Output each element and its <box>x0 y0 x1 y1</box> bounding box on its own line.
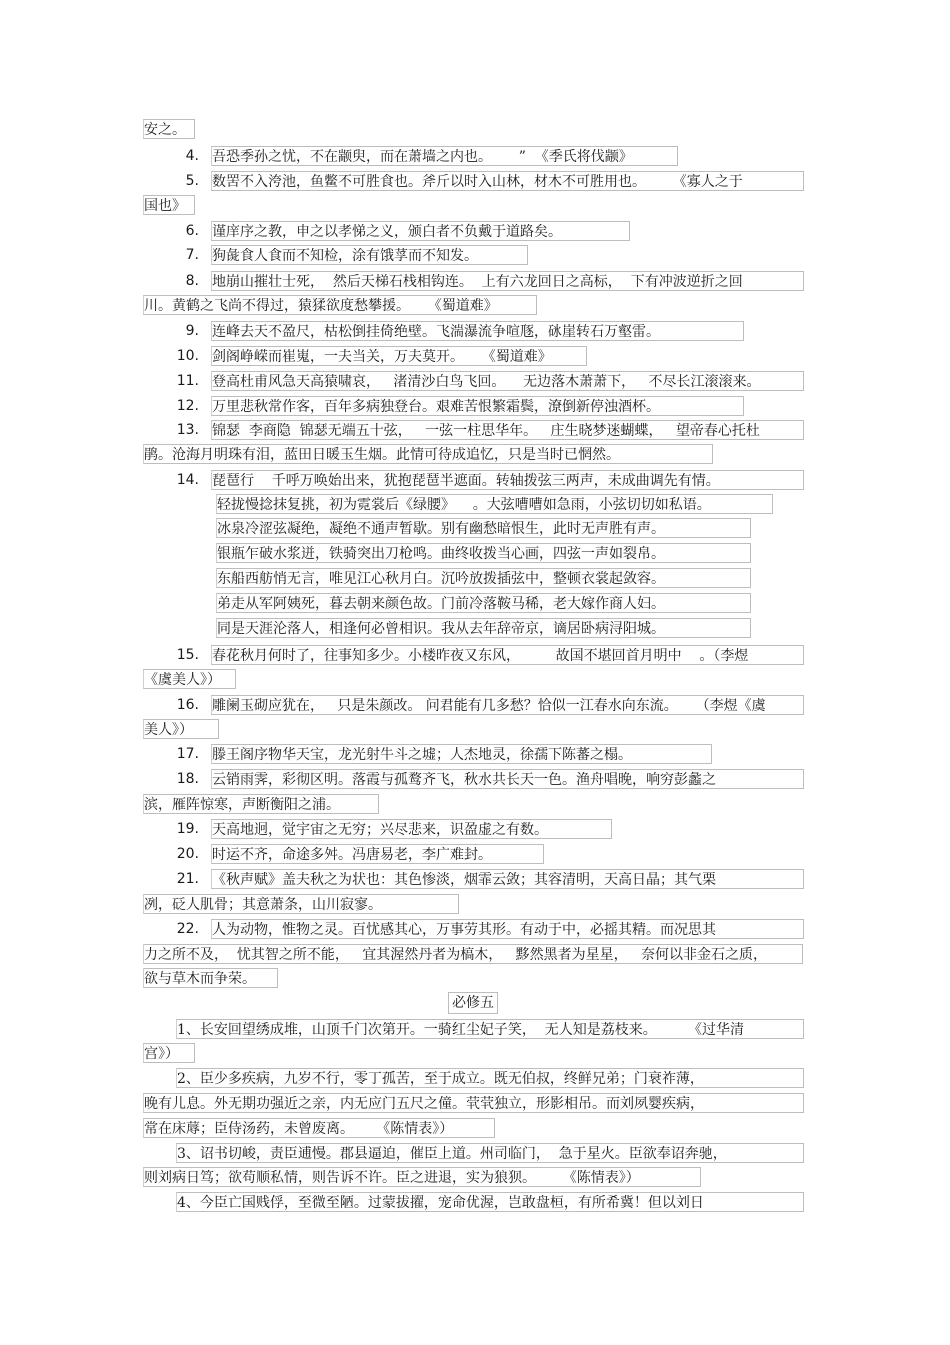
line-number: 15. <box>176 647 199 663</box>
text-line: 冽，砭人肌骨；其意萧条，山川寂寥。 <box>143 894 459 914</box>
text-line: 4、今臣亡国贱俘，至微至陋。过蒙拔擢，宠命优渥，岂敢盘桓，有所希冀！但以刘日 <box>176 1192 804 1212</box>
line-number: 12. <box>176 398 199 414</box>
text-line: 同是天涯沦落人，相逢何必曾相识。我从去年辞帝京，谪居卧病浔阳城。 <box>216 618 751 638</box>
text-line: 登高杜甫风急天高猿啸哀， 渚清沙白鸟飞回。 无边落木萧萧下， 不尽长江滚滚来。 <box>211 371 804 391</box>
text-line: 欲与草木而争荣。 <box>143 968 278 988</box>
text-line: 春花秋月何时了，往事知多少。小楼昨夜又东风， 故国不堪回首月明中 。（李煜 <box>211 645 804 665</box>
line-number: 5. <box>185 173 199 189</box>
line-number: 16. <box>176 697 199 713</box>
text-line: 吾恐季孙之忧，不在颛臾，而在萧墙之内也。 ” 《季氏将伐颛》 <box>211 146 678 166</box>
text-line: 东船西舫悄无言，唯见江心秋月白。沉吟放拨插弦中，整顿衣裳起敛容。 <box>216 568 751 588</box>
text-line: 晚有儿息。外无期功强近之亲，内无应门五尺之僮。茕茕独立，形影相吊。而刘夙婴疾病， <box>143 1093 804 1113</box>
text-line: 数罟不入洿池，鱼鳖不可胜食也。斧斤以时入山林，材木不可胜用也。 《寡人之于 <box>211 171 804 191</box>
text-line: 川。黄鹤之飞尚不得过，猿猱欲度愁攀援。 《蜀道难》 <box>143 295 537 315</box>
text-line: 狗彘食人食而不知检，涂有饿莩而不知发。 <box>211 245 528 265</box>
line-number: 7. <box>185 247 199 263</box>
text-line: 《虞美人》） <box>143 669 236 689</box>
text-line: 则刘病日笃；欲苟顺私情，则告诉不许。臣之进退，实为狼狈。 《陈情表》） <box>143 1167 701 1187</box>
text-line: 滕王阁序物华天宝，龙光射牛斗之墟；人杰地灵，徐孺下陈蕃之榻。 <box>211 744 712 764</box>
line-number: 8. <box>185 273 199 289</box>
line-number: 10. <box>176 348 199 364</box>
text-line: 云销雨霁，彩彻区明。落霞与孤鹜齐飞，秋水共长天一色。渔舟唱晚，响穷彭蠡之 <box>211 769 804 789</box>
line-number: 4. <box>185 148 199 164</box>
line-number: 9. <box>185 323 199 339</box>
line-number: 21. <box>176 871 199 887</box>
text-line: 天高地迥，觉宇宙之无穷；兴尽悲来，识盈虚之有数。 <box>211 819 612 839</box>
text-line: 万里悲秋常作客，百年多病独登台。艰难苦恨繁霜鬓，潦倒新停浊酒杯。 <box>211 396 744 416</box>
line-number: 17. <box>176 746 199 762</box>
text-line: 3、诏书切峻，责臣逋慢。郡县逼迫，催臣上道。州司临门， 急于星火。臣欲奉诏奔驰， <box>176 1143 804 1163</box>
text-line: 2、臣少多疾病，九岁不行，零丁孤苦，至于成立。既无伯叔，终鲜兄弟；门衰祚薄， <box>176 1068 804 1088</box>
section-heading: 必修五 <box>448 992 498 1014</box>
text-line: 《秋声赋》盖夫秋之为状也：其色惨淡，烟霏云敛；其容清明，天高日晶；其气栗 <box>211 869 804 889</box>
text-line: 时运不齐，命途多舛。冯唐易老，李广难封。 <box>211 844 544 864</box>
text-line: 1、长安回望绣成堆，山顶千门次第开。一骑红尘妃子笑， 无人知是荔枝来。 《过华清 <box>176 1019 804 1039</box>
text-line: 常在床蓐；臣侍汤药，未曾废离。 《陈情表》） <box>143 1118 495 1138</box>
text-line: 弟走从军阿姨死，暮去朝来颜色故。门前冷落鞍马稀，老大嫁作商人妇。 <box>216 593 751 613</box>
line-number: 11. <box>176 373 199 389</box>
text-line: 冰泉冷涩弦凝绝，凝绝不通声暂歇。别有幽愁暗恨生，此时无声胜有声。 <box>216 518 751 538</box>
text-line: 国也》 <box>143 195 195 215</box>
text-line: 锦瑟 李商隐 锦瑟无端五十弦， 一弦一柱思华年。 庄生晓梦迷蝴蝶， 望帝春心托杜 <box>211 420 804 440</box>
line-number: 20. <box>176 846 199 862</box>
line-number: 22. <box>176 921 199 937</box>
text-line: 雕阑玉砌应犹在， 只是朱颜改。 问君能有几多愁？恰似一江春水向东流。 （李煜《虞 <box>211 695 804 715</box>
text-line: 鹃。沧海月明珠有泪，蓝田日暖玉生烟。此情可待成追忆，只是当时已惘然。 <box>143 444 713 464</box>
text-line: 滨，雁阵惊寒，声断衡阳之浦。 <box>143 794 379 814</box>
line-number: 6. <box>185 223 199 239</box>
text-line: 力之所不及， 忧其智之所不能， 宜其渥然丹者为槁木， 黟然黑者为星星， 奈何以非金石之质， <box>143 944 803 964</box>
text-line: 剑阁峥嵘而崔嵬，一夫当关，万夫莫开。 《蜀道难》 <box>211 346 587 366</box>
text-line: 安之。 <box>143 119 195 139</box>
line-number: 13. <box>176 422 199 438</box>
text-line: 轻拢慢捻抹复挑，初为霓裳后《绿腰》 。大弦嘈嘈如急雨，小弦切切如私语。 <box>216 494 773 514</box>
line-number: 19. <box>176 821 199 837</box>
text-line: 银瓶乍破水浆迸，铁骑突出刀枪鸣。曲终收拨当心画，四弦一声如裂帛。 <box>216 543 751 563</box>
text-line: 琵琶行 千呼万唤始出来，犹抱琵琶半遮面。转轴拨弦三两声，未成曲调先有情。 <box>211 470 804 490</box>
text-line: 人为动物，惟物之灵。百忧感其心，万事劳其形。有动于中，必摇其精。而况思其 <box>211 919 804 939</box>
line-number: 18. <box>176 771 199 787</box>
text-line: 谨庠序之教，申之以孝悌之义，颁白者不负戴于道路矣。 <box>211 221 630 241</box>
text-line: 美人》） <box>143 719 219 739</box>
line-number: 14. <box>176 472 199 488</box>
text-line: 连峰去天不盈尺，枯松倒挂倚绝壁。飞湍瀑流争喧豗，砯崖转石万壑雷。 <box>211 321 744 341</box>
text-line: 地崩山摧壮士死， 然后天梯石栈相钩连。 上有六龙回日之高标， 下有冲波逆折之回 <box>211 271 804 291</box>
text-line: 宫》） <box>143 1043 195 1063</box>
